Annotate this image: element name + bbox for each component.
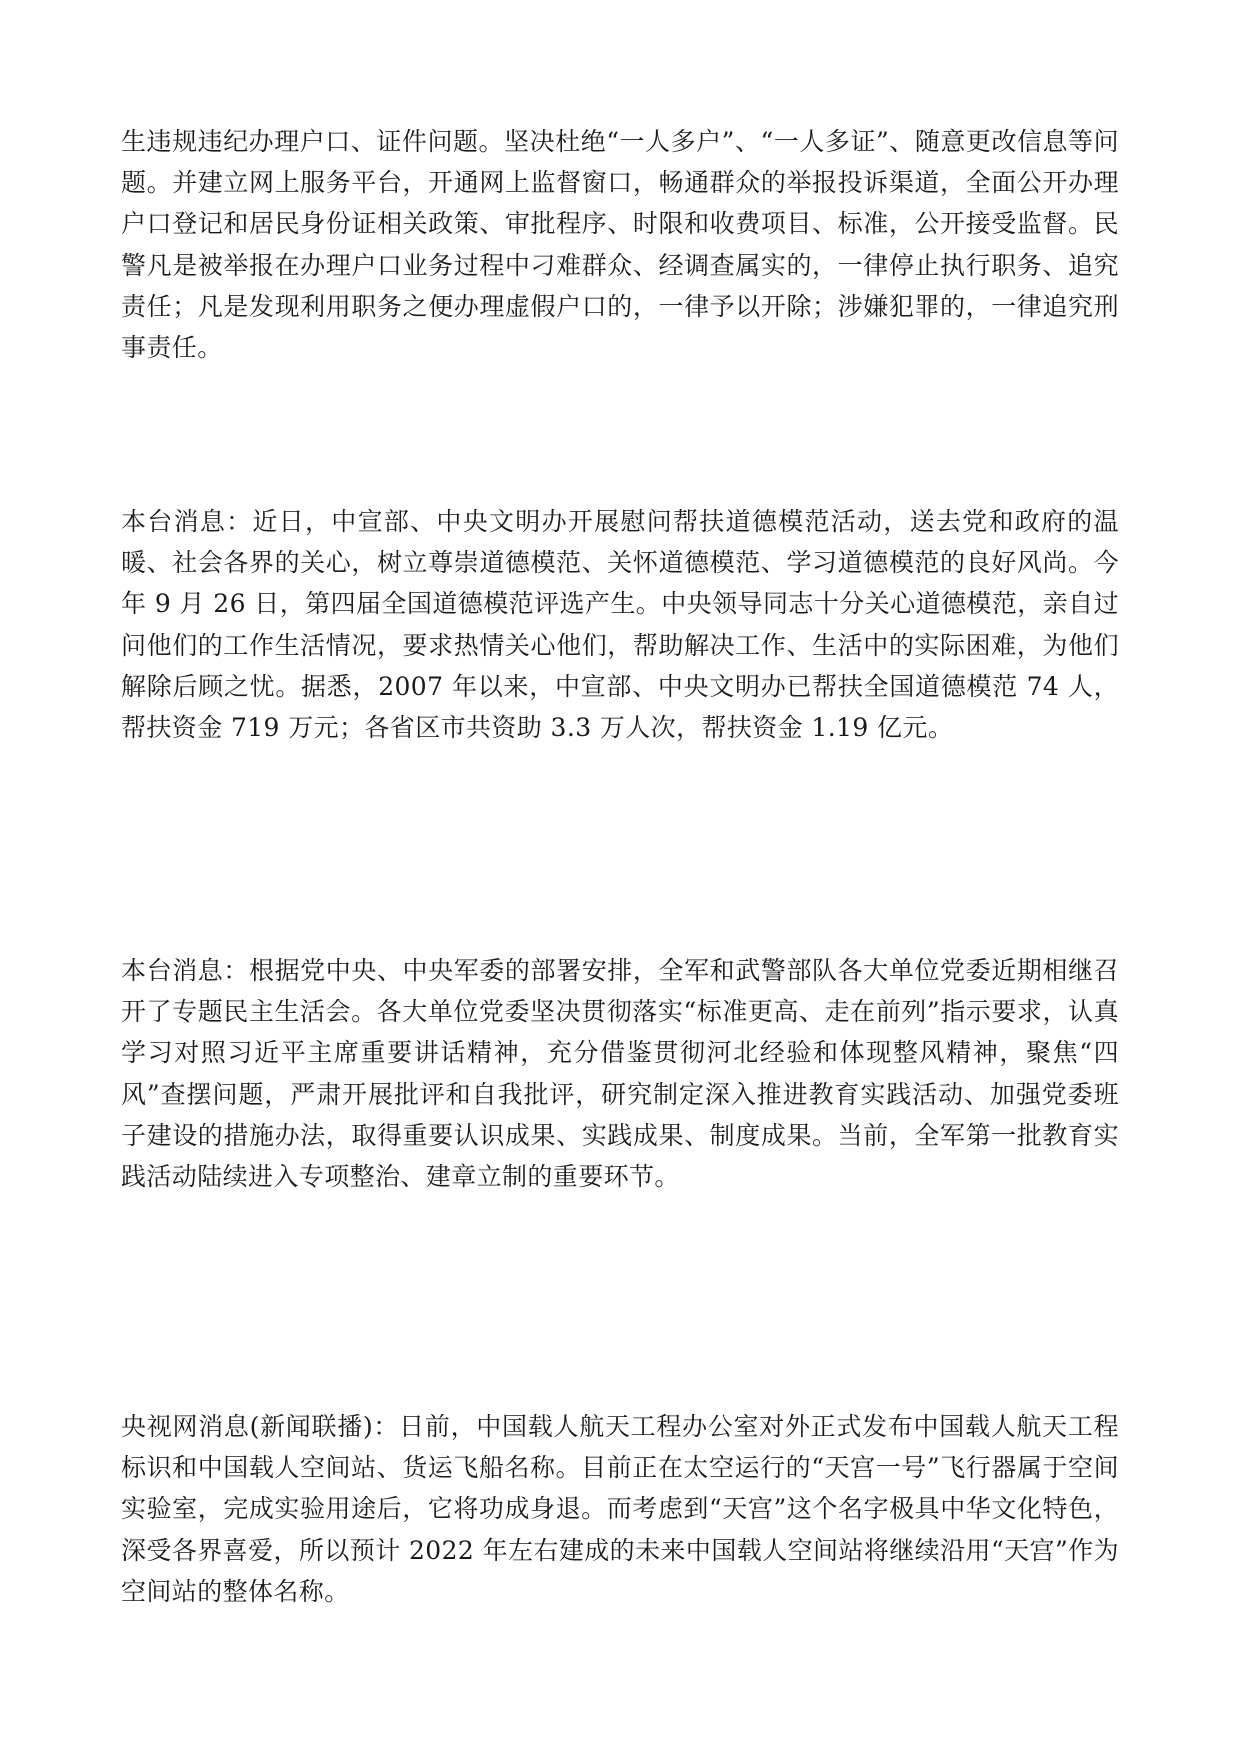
paragraph-military-meeting: 本台消息：根据党中央、中央军委的部署安排，全军和武警部队各大单位党委近期相继召开了专题民主生活会。各大单位党委坚决贯彻落实“标准更高、走在前列”指示要求，认真学习对照习近平主席重要讲话精神，充分借鉴贯彻河北经验和体现整风精神，聚焦“四风”查摆问题，严肃开展批评和自我批评，研究制定深入推进教育实践活动、加强党委班子建设的措施办法，取得重要认识成果、实践成果、制度成果。当前，全军第一批教育实践活动陆续进入专项整治、建章立制的重要环节。 xyxy=(121,956,1119,1192)
paragraph-household-registration: 生违规违纪办理户口、证件问题。坚决杜绝“一人多户”、“一人多证”、随意更改信息等问题。并建立网上服务平台，开通网上监督窗口，畅通群众的举报投诉渠道，全面公开办理户口登记和居民身份证相关政策、审批程序、时限和收费项目、标准，公开接受监督。民警凡是被举报在办理户口业务过程中刁难群众、经调查属实的，一律停止执行职务、追究责任；凡是发现利用职务之便办理虚假户口的，一律予以开除；涉嫌犯罪的，一律追究刑事责任。 xyxy=(121,127,1119,363)
paragraph-space-station: 央视网消息(新闻联播)：日前，中国载人航天工程办公室对外正式发布中国载人航天工程标识和中国载人空间站、货运飞船名称。目前正在太空运行的“天宫一号”飞行器属于空间实验室，完成实验用途后，它将功成身退。而考虑到“天宫”这个名字极具中华文化特色，深受各界喜爱，所以预计 2022 年左右建成的未来中国载人空间站将继续沿用“天宫”作为空间站的整体名称。 xyxy=(121,1412,1119,1606)
paragraph-moral-models: 本台消息：近日，中宣部、中央文明办开展慰问帮扶道德模范活动，送去党和政府的温暖、社会各界的关心，树立尊崇道德模范、关怀道德模范、学习道德模范的良好风尚。今年 9 月 26 日，第四届全国道德模范评选产生。中央领导同志十分关心道德模范，亲自过问他们的工作生活情况，要求热情关心他们，帮助解决工作、生活中的实际困难，为他们解除后顾之忧。据悉，2007 年以来，中宣部、中央文明办已帮扶全国道德模范 74 人，帮扶资金 719 万元；各省区市共资助 3.3 万人次，帮扶资金 1.19 亿元。 xyxy=(121,507,1119,743)
